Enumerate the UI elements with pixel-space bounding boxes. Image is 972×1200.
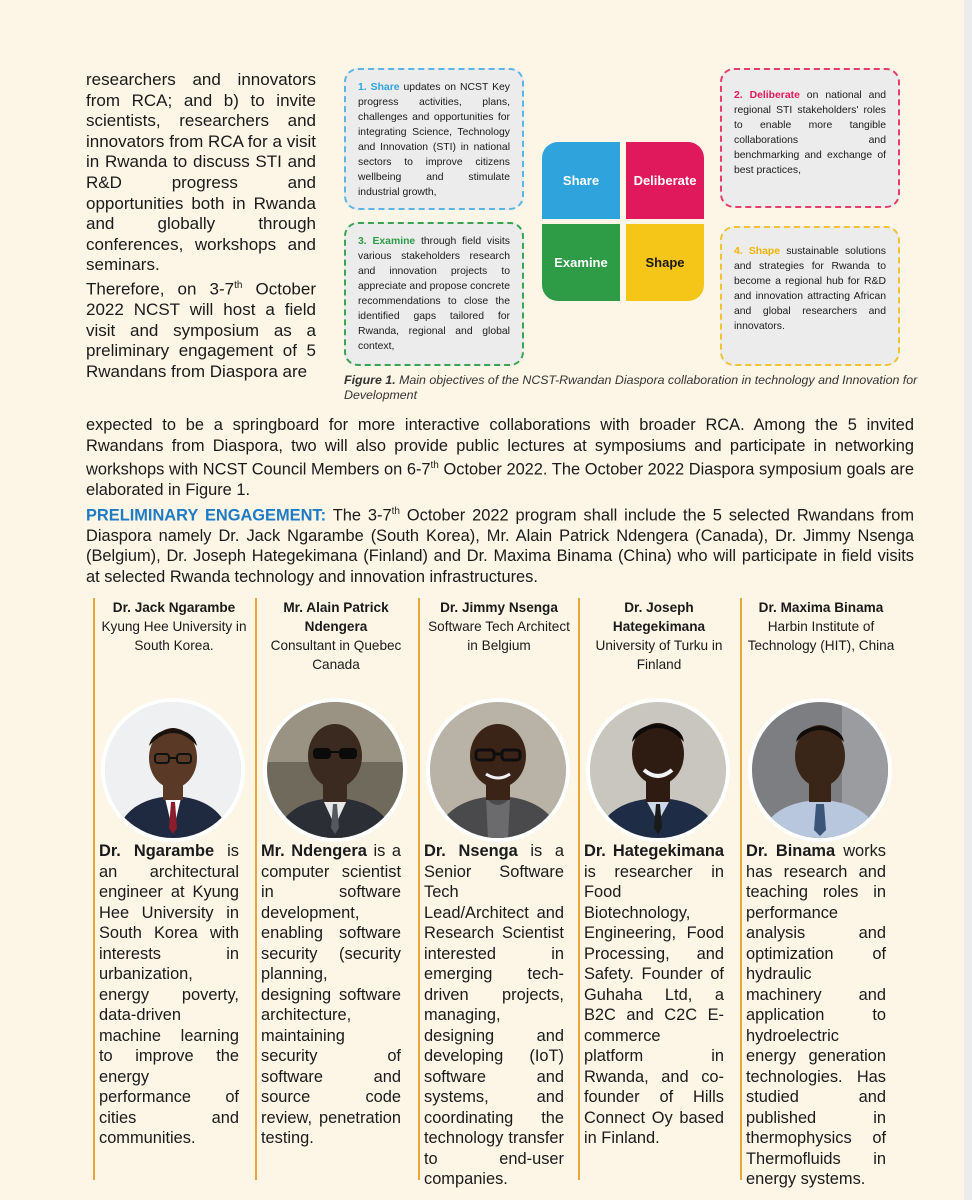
share-tile: Share <box>542 142 620 219</box>
avatar-frame <box>263 698 407 842</box>
shape-box: 4. Shape sustainable solutions and strategies for Rwanda to become a regional hub for R&D and innovation attracting African and global researchers and innovators. <box>720 226 900 366</box>
person-portrait-icon <box>430 702 566 838</box>
figure-1 <box>340 62 918 374</box>
person-portrait-icon <box>105 702 241 838</box>
avatar <box>267 702 403 838</box>
person-card <box>424 598 574 1188</box>
avatar-frame <box>748 698 892 842</box>
column-divider <box>255 598 257 1180</box>
section-heading: PRELIMINARY ENGAGEMENT: <box>86 506 327 525</box>
person-card <box>584 598 734 1147</box>
field-visit-paragraph: Therefore, on 3-7th October 2022 NCST will host a field visit and symposium as a preliminary engagement of 5 Rwandans from Diaspora are <box>86 279 316 381</box>
avatar <box>752 702 888 838</box>
person-title: Dr. Maxima Binama Harbin Institute of Technology (HIT), China <box>747 600 895 653</box>
person-card <box>746 598 896 1188</box>
page-edge <box>964 0 972 1200</box>
person-card <box>99 598 249 1147</box>
person-portrait-icon <box>267 702 403 838</box>
avatar-frame <box>101 698 245 842</box>
left-column <box>86 70 316 383</box>
avatar <box>590 702 726 838</box>
examine-box: 3. Examine through field visits various stakeholders research and innovation projects to appreciate and propose concrete recommendations to close the identified gaps tailored for Rwanda, regional and global context, <box>344 222 524 366</box>
person-title: Dr. Jack Ngarambe Kyung Hee University in South Korea. <box>101 600 247 653</box>
person-portrait-icon <box>752 702 888 838</box>
person-bio: Dr. Binama works has research and teaching roles in performance analysis and optimization of hydraulic machinery and application to hydroelectric energy generation technologies. Has studied and published in thermophysics of Thermofluids in energy systems. <box>746 842 886 1188</box>
column-divider <box>93 598 95 1180</box>
person-title: Dr. Joseph Hategekimana University of Turku in Finland <box>595 600 723 672</box>
column-divider <box>578 598 580 1180</box>
avatar <box>430 702 566 838</box>
person-bio: Mr. Ndengera is a computer scientist in software development, enabling software security (security planning, designing software architecture, maintaining security of software and source code review, penetration testing. <box>261 842 401 1147</box>
avatar-frame <box>586 698 730 842</box>
person-title: Dr. Jimmy Nsenga Software Tech Architect in Belgium <box>428 600 570 653</box>
person-bio: Dr. Nsenga is a Senior Software Tech Lead/Architect and Research Scientist interested in emerging tech-driven projects, managing, designing and developing (IoT) software and systems, and coordinating the technology transfer to end-user companies. <box>424 842 564 1188</box>
share-box: 1. Share updates on NCST Key progress activities, plans, challenges and opportunities for integrating Science, Technology and Innovation (STI) in national sectors to improve citizens wellbeing and stimulate industrial growth, <box>344 68 524 210</box>
person-portrait-icon <box>590 702 726 838</box>
body-paragraph-1: expected to be a springboard for more interactive collaborations with broader RCA. Among the 5 invited Rwandans from Diaspora, two will also provide public lectures at symposiums and participate in networking workshops with NCST Council Members on 6-7th October 2022. The October 2022 Diaspora symposium goals are elaborated in Figure 1. <box>86 416 914 499</box>
column-divider <box>740 598 742 1180</box>
avatar-frame <box>426 698 570 842</box>
deliberate-box: 2. Deliberate on national and regional STI stakeholders' roles to enable more tangible collaborations and benchmarking and exchange of best practices, <box>720 68 900 208</box>
column-divider <box>418 598 420 1180</box>
person-title: Mr. Alain Patrick Ndengera Consultant in Quebec Canada <box>270 600 402 672</box>
person-bio: Dr. Hategekimana is researcher in Food Biotechnology, Engineering, Food Processing, and Safety. Founder of Guhaha Ltd, a B2C and C2C E-commerce platform in Rwanda, and co-founder of Hills Connect Oy based in Finland. <box>584 842 724 1147</box>
intro-paragraph: researchers and innovators from RCA; and b) to invite scientists, researchers and innovators from RCA for a visit in Rwanda to discuss STI and R&D progress and opportunities both in Rwanda and globally through conferences, workshops and seminars. <box>86 70 316 275</box>
body-paragraph-2: PRELIMINARY ENGAGEMENT: The 3-7th October 2022 program shall include the 5 selected Rwandans from Diaspora namely Dr. Jack Ngarambe (South Korea), Mr. Alain Patrick Ndengera (Canada), Dr. Jimmy Nsenga (Belgium), Dr. Joseph Hategekimana (Finland) and Dr. Maxima Binama (China) who will participate in field visits at selected Rwanda technology and innovation infrastructures. <box>86 506 915 586</box>
figure-caption: Figure 1. Main objectives of the NCST-Rwandan Diaspora collaboration in technology and Innovation for Development <box>344 373 918 402</box>
person-bio: Dr. Ngarambe is an architectural engineer at Kyung Hee University in South Korea with interests in urbanization, energy poverty, data-driven machine learning to improve the energy performance of cities and communities. <box>99 842 239 1147</box>
examine-tile: Examine <box>542 224 620 301</box>
shape-tile: Shape <box>626 224 704 301</box>
avatar <box>105 702 241 838</box>
person-card <box>261 598 411 1147</box>
deliberate-tile: Deliberate <box>626 142 704 219</box>
